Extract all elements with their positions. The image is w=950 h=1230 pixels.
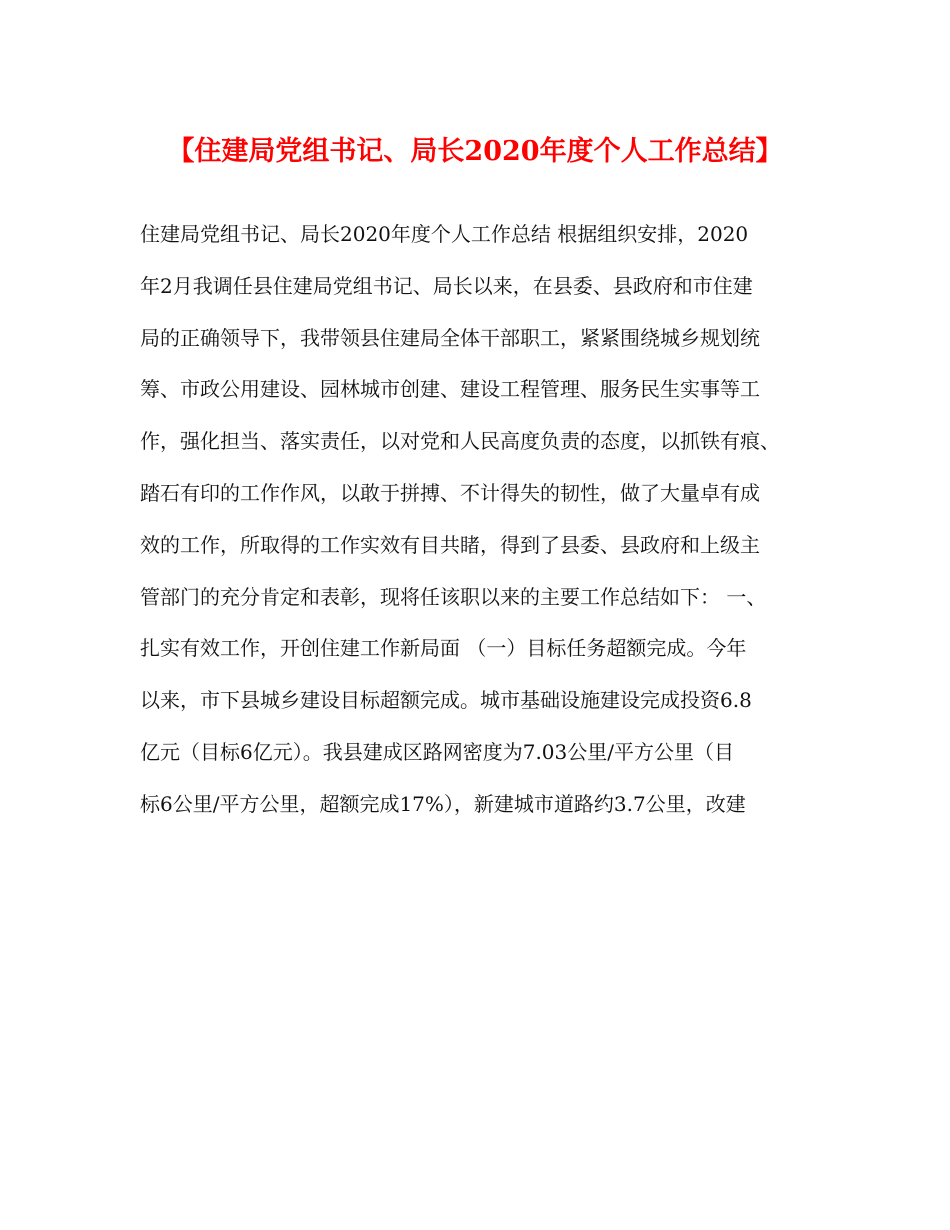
body-line: 标6公里/平方公里，超额完成17%），新建城市道路约3.7公里，改建 (140, 791, 746, 816)
body-line: 筹、市政公用建设、园林城市创建、建设工程管理、服务民生实事等工 (140, 377, 760, 402)
body-line: 亿元（目标6亿元）。我县建成区路网密度为7.03公里/平方公里（目 (140, 739, 734, 764)
body-line: 管部门的充分肯定和表彰，现将任该职以来的主要工作总结如下： 一、 (140, 584, 767, 609)
body-line: 以来，市下县城乡建设目标超额完成。城市基础设施建设完成投资6.8 (140, 688, 752, 713)
body-line: 年2月我调任县住建局党组书记、局长以来，在县委、县政府和市住建 (140, 273, 753, 298)
document-title: 【住建局党组书记、局长2020年度个人工作总结】 (167, 136, 783, 167)
body-line: 作，强化担当、落实责任，以对党和人民高度负责的态度，以抓铁有痕、 (140, 429, 780, 454)
body-line: 踏石有印的工作作风，以敢于拼搏、不计得失的韧性，做了大量卓有成 (140, 480, 760, 505)
body-line: 住建局党组书记、局长2020年度个人工作总结 根据组织安排，2020 (140, 222, 749, 246)
body-line: 扎实有效工作，开创住建工作新局面 （一）目标任务超额完成。今年 (140, 636, 747, 661)
document-body (140, 214, 830, 836)
body-line: 局的正确领导下，我带领县住建局全体干部职工，紧紧围绕城乡规划统 (140, 325, 760, 350)
body-line: 效的工作，所取得的工作实效有目共睹，得到了县委、县政府和上级主 (140, 532, 760, 557)
